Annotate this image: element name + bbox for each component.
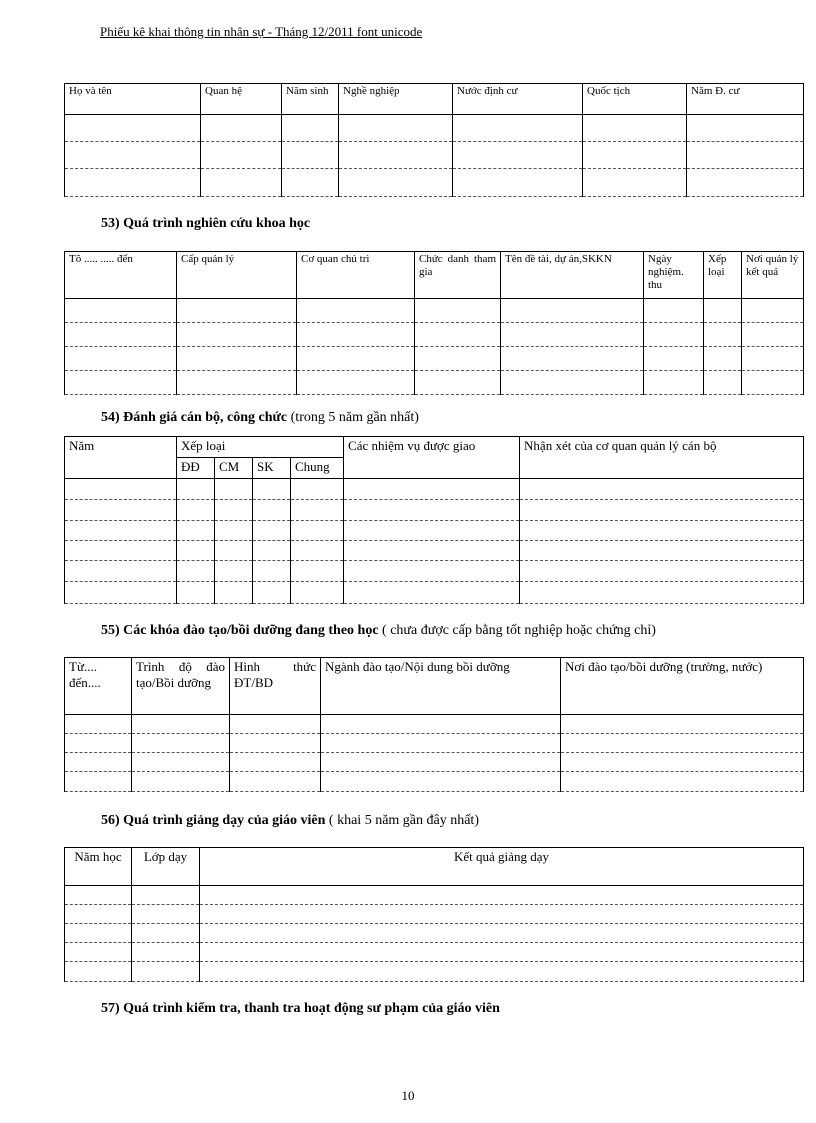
col-hinh-thuc: Hình thức ĐT/BD <box>230 658 321 715</box>
training-table <box>64 657 804 792</box>
table-row[interactable] <box>65 561 804 582</box>
col-co-quan-chu-tri: Cơ quan chủ trì <box>297 252 415 299</box>
table-row[interactable] <box>65 772 804 792</box>
col-nhiem-vu: Các nhiệm vụ được giao <box>344 437 520 479</box>
table-row[interactable] <box>65 347 804 371</box>
table-row[interactable] <box>65 371 804 395</box>
section-53-title: 53) Quá trình nghiên cứu khoa học <box>101 216 311 231</box>
col-trinh-do: Trình độ đào tạo/Bồi dưỡng <box>132 658 230 715</box>
table-row[interactable] <box>65 753 804 772</box>
col-nam-dinh-cu: Năm Đ. cư <box>687 84 804 115</box>
col-xep-loai: Xếp loại <box>704 252 742 299</box>
col-noi-dao-tao: Nơi đào tạo/bồi dưỡng (trường, nước) <box>561 658 804 715</box>
page-number: 10 <box>401 1088 415 1103</box>
col-cm: CM <box>215 458 253 479</box>
table-row[interactable] <box>65 299 804 323</box>
section-54-title: 54) Đánh giá cán bộ, công chức (trong 5 năm gần nhất) <box>101 410 419 425</box>
col-noi-quan-ly: Nơi quản lý kết quả <box>742 252 804 299</box>
col-dd: ĐĐ <box>177 458 215 479</box>
col-nam-hoc: Năm học <box>65 848 132 886</box>
table-row[interactable] <box>65 905 804 924</box>
col-nam-sinh: Năm sinh <box>282 84 339 115</box>
col-ho-va-ten: Họ và tên <box>65 84 201 115</box>
col-nuoc-dinh-cu: Nước định cư <box>453 84 583 115</box>
table-row[interactable] <box>65 521 804 541</box>
col-nhan-xet: Nhận xét của cơ quan quản lý cán bộ <box>520 437 804 479</box>
col-cap-quan-ly: Cấp quản lý <box>177 252 297 299</box>
table-row[interactable] <box>65 715 804 734</box>
document-header: Phiếu kê khai thông tin nhân sự - Tháng 12/2011 font unicode <box>100 24 423 39</box>
research-table <box>64 251 804 395</box>
table-row[interactable] <box>65 924 804 943</box>
table-row[interactable] <box>65 169 804 197</box>
col-sk: SK <box>253 458 291 479</box>
col-nghe-nghiep: Nghề nghiệp <box>339 84 453 115</box>
table-row[interactable] <box>65 479 804 500</box>
col-nam: Năm <box>65 437 177 479</box>
section-57-title: 57) Quá trình kiểm tra, thanh tra hoạt động sư phạm của giáo viên <box>101 1001 500 1016</box>
col-tu-den: Tõ ..... ..... đến <box>65 252 177 299</box>
table-row[interactable] <box>65 115 804 142</box>
table-row[interactable] <box>65 541 804 561</box>
table-row[interactable] <box>65 582 804 604</box>
col-lop-day: Lớp dạy <box>132 848 200 886</box>
col-ket-qua: Kết quả giảng dạy <box>200 848 804 886</box>
col-quan-he: Quan hệ <box>201 84 282 115</box>
teaching-table <box>64 847 804 982</box>
table-row[interactable] <box>65 943 804 962</box>
table-row[interactable] <box>65 962 804 982</box>
col-chung: Chung <box>291 458 344 479</box>
evaluation-table <box>64 436 804 604</box>
relatives-abroad-table <box>64 83 804 197</box>
table-row[interactable] <box>65 886 804 905</box>
table-row[interactable] <box>65 323 804 347</box>
col-quoc-tich: Quốc tịch <box>583 84 687 115</box>
table-row[interactable] <box>65 734 804 753</box>
col-tu-den: Từ.... đến.... <box>65 658 132 715</box>
section-56-title: 56) Quá trình giảng dạy của giáo viên ( khai 5 năm gần đây nhất) <box>101 813 479 828</box>
table-row[interactable] <box>65 142 804 169</box>
col-nganh-dao-tao: Ngành đào tạo/Nội dung bồi dưỡng <box>321 658 561 715</box>
col-ngay-nghiem-thu: Ngày nghiệm. thu <box>644 252 704 299</box>
col-ten-de-tai: Tên đề tài, dự án,SKKN <box>501 252 644 299</box>
col-xep-loai: Xếp loại <box>177 437 344 458</box>
col-chuc-danh: Chức danh tham gia <box>415 252 501 299</box>
table-row[interactable] <box>65 500 804 521</box>
section-55-title: 55) Các khóa đào tạo/bồi dưỡng đang theo học ( chưa được cấp bằng tốt nghiệp hoặc chứng chỉ) <box>101 623 656 638</box>
